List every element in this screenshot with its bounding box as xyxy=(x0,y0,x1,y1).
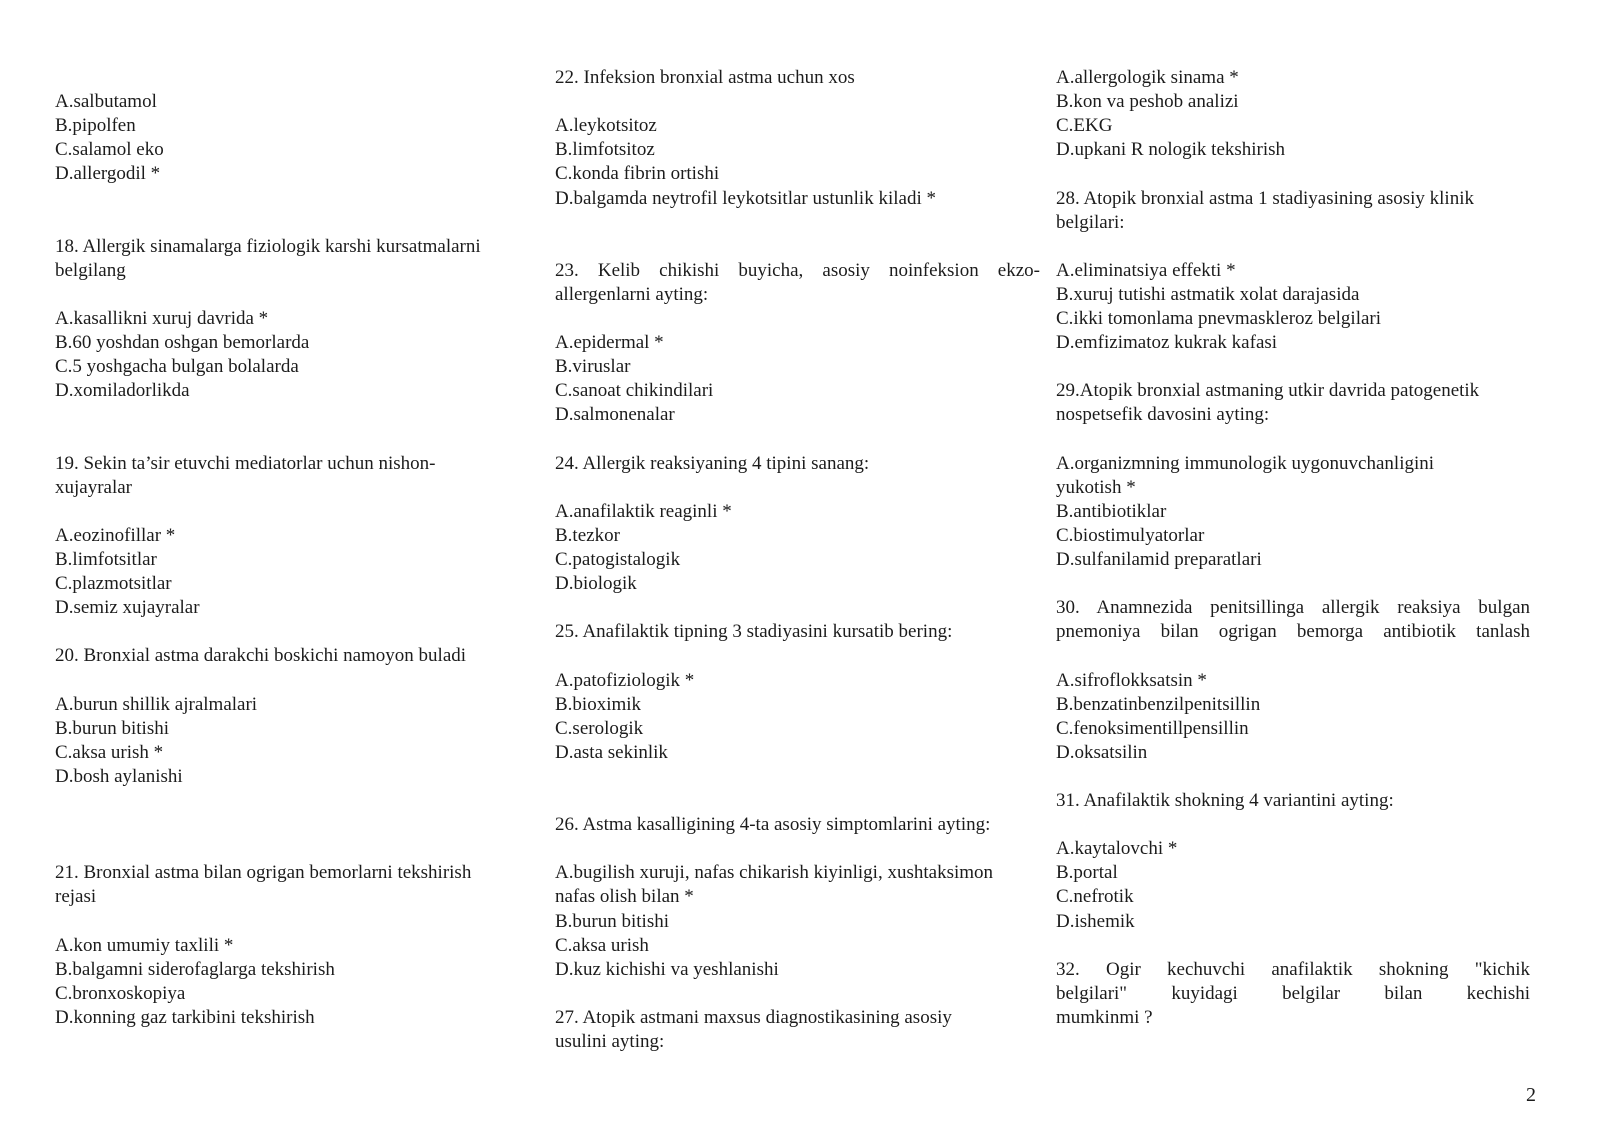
text-line: 30. Anamnezida penitsillinga allergik reaksiya bulgan xyxy=(1056,597,1530,619)
text-line: B.60 yoshdan oshgan bemorlarda xyxy=(55,332,310,354)
text-line: A.patofiziologik * xyxy=(555,669,695,691)
text-line: 32. Ogir kechuvchi anafilaktik shokning "kichik xyxy=(1056,958,1530,980)
text-line: D.allergodil * xyxy=(55,163,161,185)
text-line: D.sulfanilamid preparatlari xyxy=(1056,549,1262,570)
text-line: D.oksatsilin xyxy=(1056,741,1148,763)
text-line: A.organizmning immunologik uygonuvchanligini xyxy=(1056,452,1435,474)
text-line: 28. Atopik bronxial astma 1 stadiyasining asosiy klinik xyxy=(1056,187,1474,209)
text-line: D.xomiladorlikda xyxy=(55,380,190,402)
text-line: belgilari" kuyidagi belgilar bilan kechishi xyxy=(1056,982,1530,1004)
text-line: C.biostimulyatorlar xyxy=(1056,524,1205,546)
text-line: 31. Anafilaktik shokning 4 variantini ayting: xyxy=(1056,790,1394,811)
text-line: B.burun bitishi xyxy=(555,910,670,932)
text-line: C.patogistalogik xyxy=(555,549,681,570)
text-line: B.tezkor xyxy=(555,524,620,546)
text-line: B.xuruj tutishi astmatik xolat darajasida xyxy=(1056,283,1360,305)
text-line: D.kuz kichishi va yeshlanishi xyxy=(555,958,779,980)
text-line: B.limfotsitoz xyxy=(555,139,655,161)
text-line: B.limfotsitlar xyxy=(55,549,157,570)
text-line: B.viruslar xyxy=(555,356,631,378)
text-line: D.asta sekinlik xyxy=(555,741,668,763)
text-line: B.bioximik xyxy=(555,693,642,715)
text-line: D.konning gaz tarkibini tekshirish xyxy=(55,1006,315,1028)
text-line: A.burun shillik ajralmalari xyxy=(55,693,258,715)
text-line: D.ishemik xyxy=(1056,910,1135,932)
text-line: 29.Atopik bronxial astmaning utkir davrida patogenetik xyxy=(1056,380,1480,402)
text-line: xujayralar xyxy=(55,476,133,498)
text-line: 20. Bronxial astma darakchi boskichi namoyon buladi xyxy=(55,645,467,667)
text-line: 22. Infeksion bronxial astma uchun xos xyxy=(555,67,855,88)
text-line: C.salamol eko xyxy=(55,139,164,161)
text-line: nafas olish bilan * xyxy=(555,886,694,908)
text-line: B.benzatinbenzilpenitsillin xyxy=(1056,693,1261,715)
text-line: 26. Astma kasalligining 4-ta asosiy simptomlarini ayting: xyxy=(555,814,991,836)
text-line: 24. Allergik reaksiyaning 4 tipini sanang: xyxy=(555,452,870,474)
text-line: 23. Kelib chikishi buyicha, asosiy noinfeksion ekzo- xyxy=(555,259,1040,281)
text-line: C.nefrotik xyxy=(1056,886,1134,908)
text-line: A.kaytalovchi * xyxy=(1056,838,1178,860)
text-line: C.ikki tomonlama pnevmaskleroz belgilari xyxy=(1056,308,1382,329)
text-line: D.upkani R nologik tekshirish xyxy=(1056,139,1286,161)
page-number: 2 xyxy=(1526,1084,1536,1106)
text-line: C.plazmotsitlar xyxy=(55,573,172,595)
text-line: 27. Atopik astmani maxsus diagnostikasining asosiy xyxy=(555,1006,952,1028)
text-line: belgilari: xyxy=(1056,211,1125,233)
text-line: A.bugilish xuruji, nafas chikarish kiyinligi, xushtaksimon xyxy=(555,862,994,884)
text-line: B.pipolfen xyxy=(55,115,136,137)
text-line: 18. Allergik sinamalarga fiziologik karshi kursatmalarni xyxy=(55,235,481,257)
text-line: C.serologik xyxy=(555,717,644,739)
text-line: A.salbutamol xyxy=(55,91,157,113)
text-line: B.balgamni siderofaglarga tekshirish xyxy=(55,958,335,980)
text-line: A.eozinofillar * xyxy=(55,524,176,546)
text-line: C.sanoat chikindilari xyxy=(555,380,714,402)
text-line: C.aksa urish xyxy=(555,934,649,956)
text-line: D.emfizimatoz kukrak kafasi xyxy=(1056,332,1278,354)
text-line: usulini ayting: xyxy=(555,1031,665,1052)
text-line: A.leykotsitoz xyxy=(555,115,657,137)
text-line: A.sifroflokksatsin * xyxy=(1056,669,1207,691)
text-line: C.5 yoshgacha bulgan bolalarda xyxy=(55,356,299,378)
text-line: A.kon umumiy taxlili * xyxy=(55,934,234,956)
text-line: nospetsefik davosini ayting: xyxy=(1056,404,1270,426)
text-line: 25. Anafilaktik tipning 3 stadiyasini kursatib bering: xyxy=(555,621,953,643)
text-line: yukotish * xyxy=(1056,476,1136,498)
text-line: mumkinmi ? xyxy=(1056,1006,1153,1028)
text-line: B.burun bitishi xyxy=(55,717,170,739)
text-line: C.EKG xyxy=(1056,115,1113,137)
text-line: C.bronxoskopiya xyxy=(55,982,186,1004)
text-line: A.eliminatsiya effekti * xyxy=(1056,259,1236,281)
text-line: D.biologik xyxy=(555,573,637,595)
text-line: D.semiz xujayralar xyxy=(55,597,200,619)
text-line: 19. Sekin ta’sir etuvchi mediatorlar uchun nishon- xyxy=(55,452,436,474)
text-line: 21. Bronxial astma bilan ogrigan bemorlarni tekshirish xyxy=(55,862,472,884)
text-line: A.anafilaktik reaginli * xyxy=(555,500,732,522)
text-line: D.balgamda neytrofil leykotsitlar ustunlik kiladi * xyxy=(555,187,936,209)
text-line: B.kon va peshob analizi xyxy=(1056,91,1239,113)
text-line: A.allergologik sinama * xyxy=(1056,67,1239,88)
text-line: C.aksa urish * xyxy=(55,741,164,763)
text-line: A.kasallikni xuruj davrida * xyxy=(55,308,269,329)
text-line: allergenlarni ayting: xyxy=(555,283,709,305)
text-line: D.bosh aylanishi xyxy=(55,765,183,787)
text-line: C.konda fibrin ortishi xyxy=(555,163,720,185)
text-line: C.fenoksimentillpensillin xyxy=(1056,717,1249,739)
text-line: B.portal xyxy=(1056,862,1118,884)
text-line: A.epidermal * xyxy=(555,332,664,354)
text-line: rejasi xyxy=(55,886,97,908)
text-line: belgilang xyxy=(55,259,126,281)
text-line: D.salmonenalar xyxy=(555,404,675,426)
text-line: pnemoniya bilan ogrigan bemorga antibiotik tanlash xyxy=(1056,621,1530,643)
text-line: B.antibiotiklar xyxy=(1056,500,1167,522)
